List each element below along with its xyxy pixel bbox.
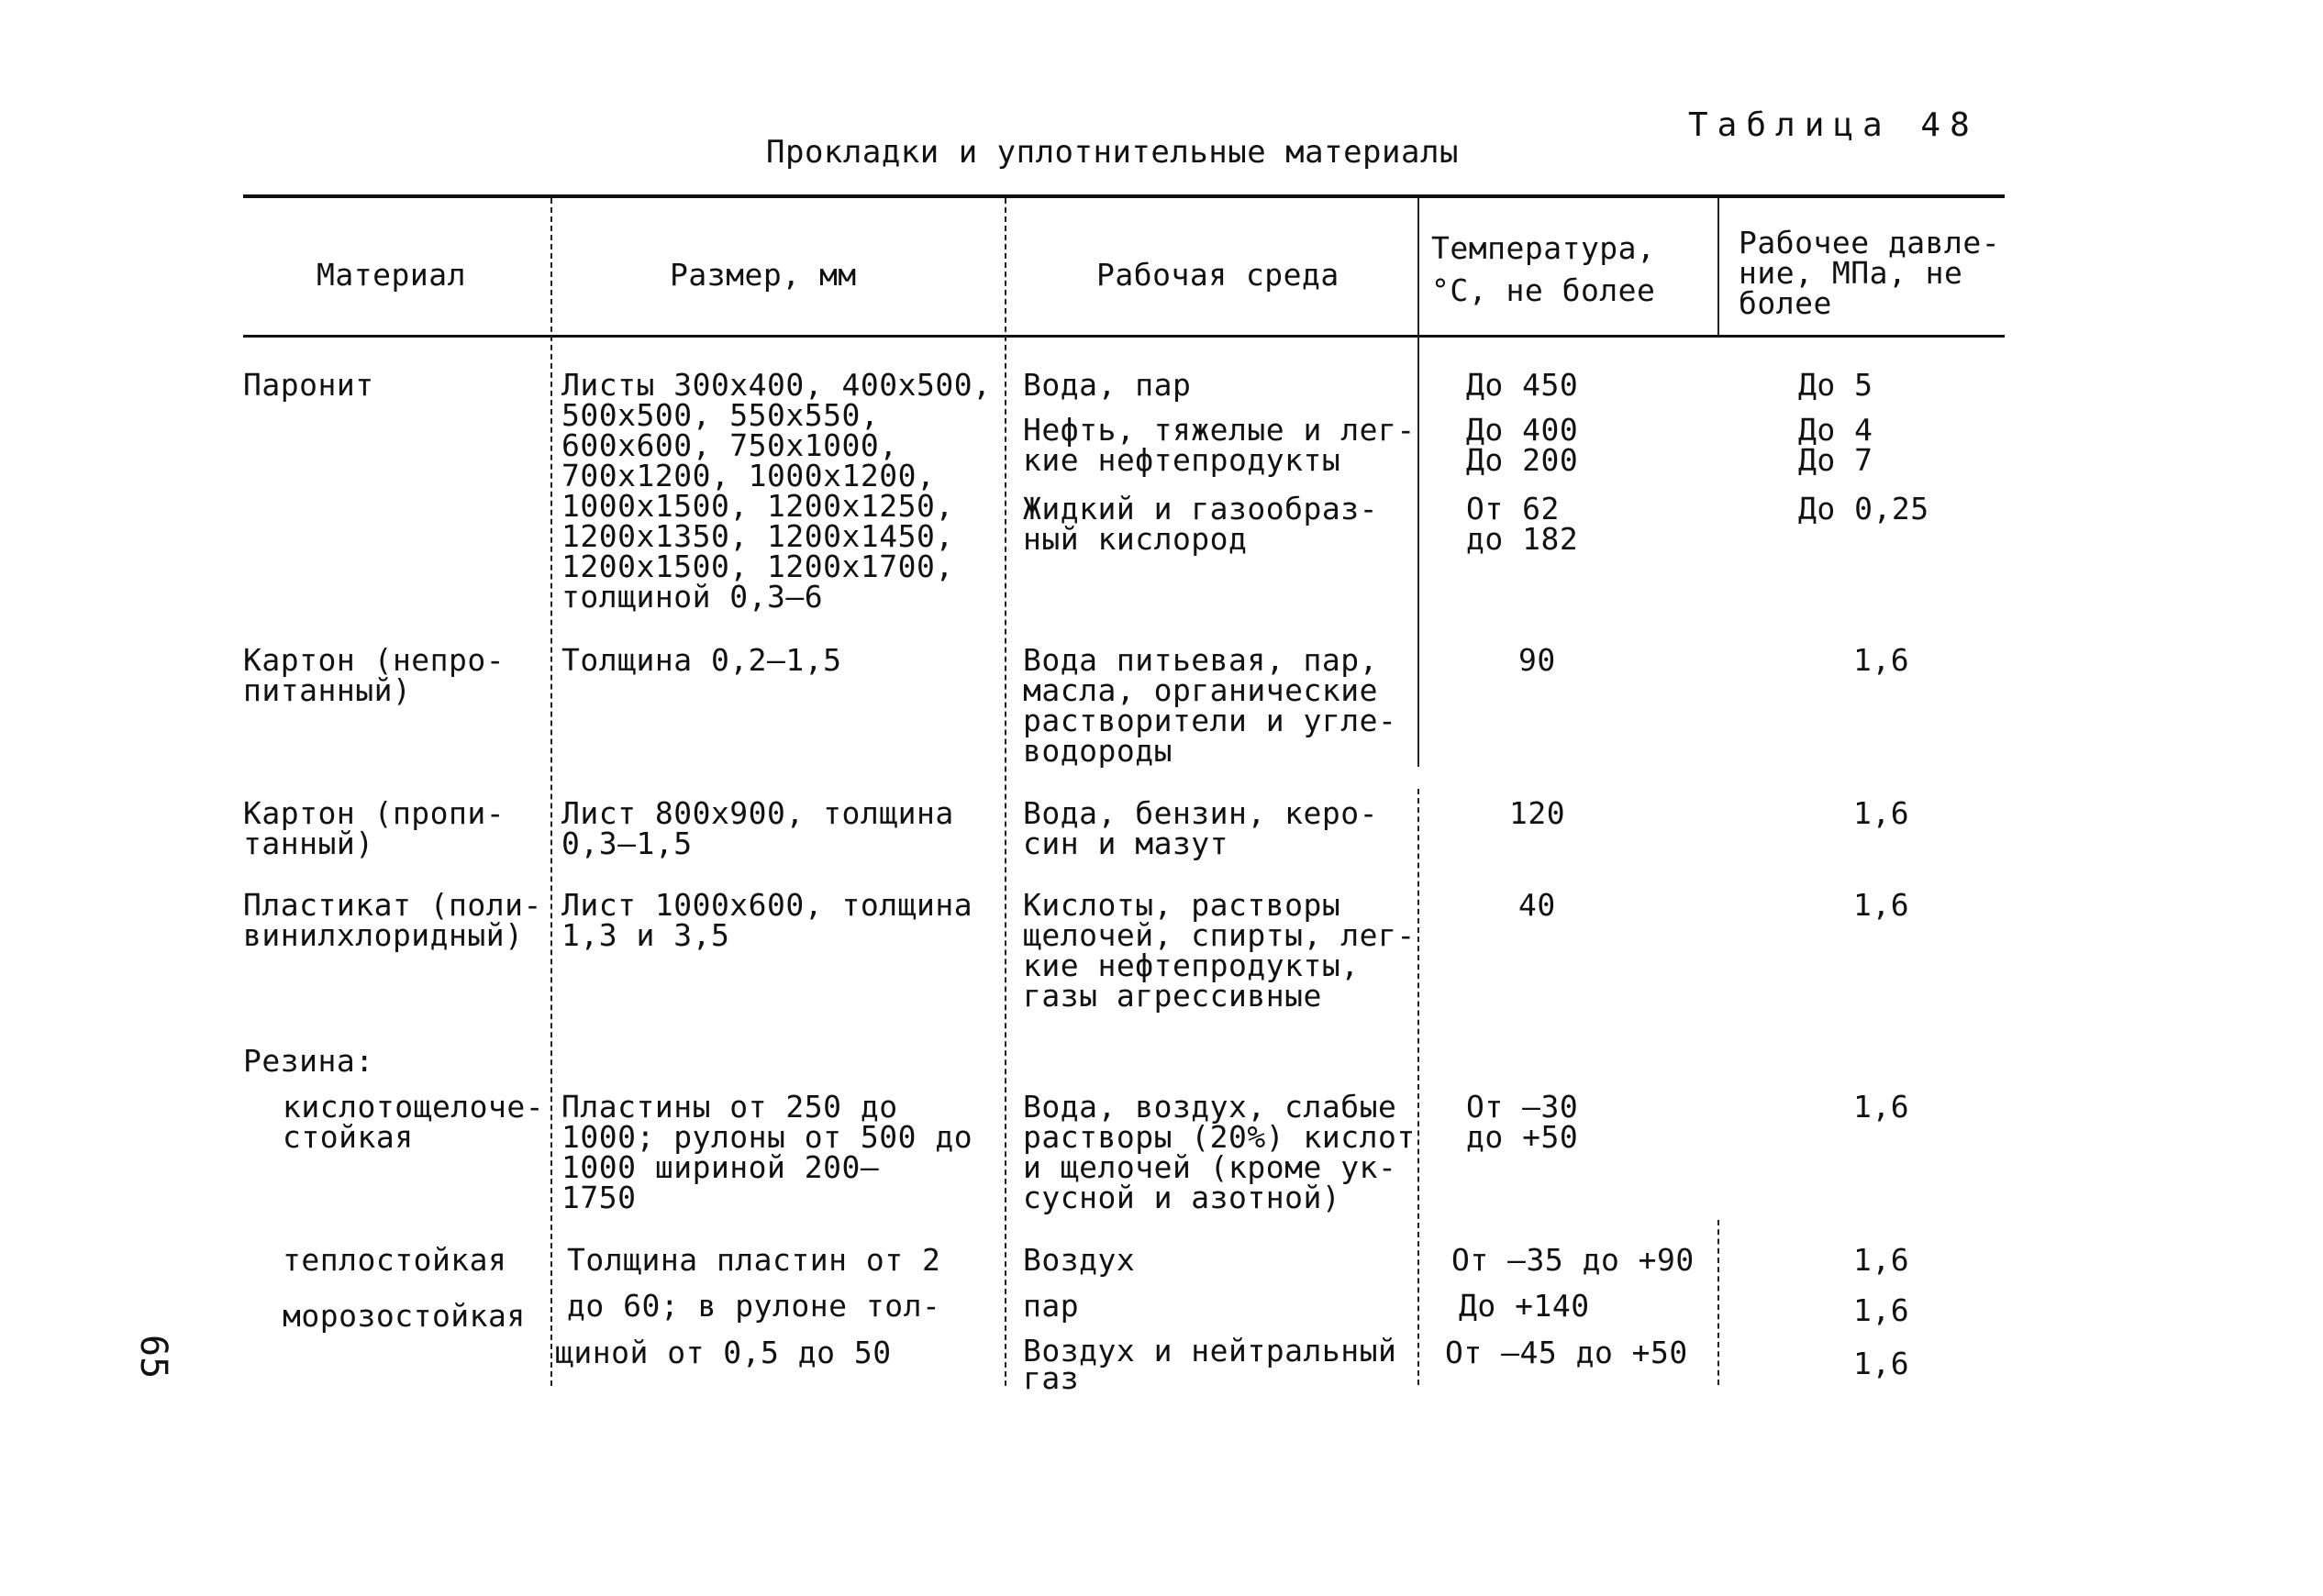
row-plastikat-pressure: 1,6 bbox=[1853, 887, 1910, 923]
row-morozostoik-temp: До +140 bbox=[1459, 1288, 1590, 1324]
row-plastikat-medium: Кислоты, растворы щелочей, спирты, лег- кие нефтепродукты, газы агрессивные bbox=[1023, 887, 1416, 1014]
table-title: Прокладки и уплотнительные материалы bbox=[766, 134, 1459, 171]
header-medium: Рабочая среда bbox=[1096, 257, 1339, 293]
header-size: Размер, мм bbox=[670, 257, 857, 293]
row-morozostoik-material: морозостойкая bbox=[283, 1298, 526, 1334]
row-kislotoschel-pressure: 1,6 bbox=[1853, 1089, 1910, 1125]
row-paronit-temp-2: До 400 До 200 bbox=[1466, 412, 1579, 478]
row-last-size: щиной от 0,5 до 50 bbox=[555, 1335, 892, 1370]
row-karton-propit-material: Картон (пропи- танный) bbox=[243, 795, 506, 861]
row-paronit-pressure-1: До 5 bbox=[1798, 367, 1873, 403]
row-paronit-pressure-2: До 4 До 7 bbox=[1798, 412, 1873, 478]
header-temperature: Температура, °С, не более bbox=[1431, 230, 1656, 308]
row-karton-nepropit-size: Толщина 0,2–1,5 bbox=[561, 642, 842, 678]
row-teplostoik-size: Толщина пластин от 2 bbox=[567, 1242, 941, 1278]
row-karton-nepropit-pressure: 1,6 bbox=[1853, 642, 1910, 678]
row-paronit-medium-3: Жидкий и газообраз- ный кислород bbox=[1023, 491, 1378, 557]
row-teplostoik-temp: От –35 до +90 bbox=[1451, 1242, 1695, 1278]
row-paronit-temp-1: До 450 bbox=[1466, 367, 1579, 403]
row-karton-propit-size: Лист 800х900, толщина 0,3–1,5 bbox=[561, 795, 954, 861]
row-kislotoschel-size: Пластины от 250 до 1000; рулоны от 500 до 1000 шириной 200– 1750 bbox=[561, 1089, 973, 1215]
row-paronit-material: Паронит bbox=[243, 367, 374, 403]
row-paronit-medium-1: Вода, пар bbox=[1023, 367, 1192, 403]
row-paronit-pressure-3: До 0,25 bbox=[1798, 491, 1929, 526]
row-last-temp: От –45 до +50 bbox=[1445, 1335, 1688, 1370]
row-karton-nepropit-material: Картон (непро- питанный) bbox=[243, 642, 506, 708]
row-karton-propit-pressure: 1,6 bbox=[1853, 795, 1910, 831]
column-divider bbox=[1717, 1220, 1719, 1385]
row-karton-propit-medium: Вода, бензин, керо- син и мазут bbox=[1023, 795, 1378, 861]
row-morozostoik-medium: пар bbox=[1023, 1288, 1080, 1324]
page-number: 65 bbox=[132, 1335, 174, 1380]
row-morozostoik-size: до 60; в рулоне тол- bbox=[567, 1288, 941, 1324]
row-plastikat-temp: 40 bbox=[1518, 887, 1556, 923]
row-karton-nepropit-temp: 90 bbox=[1518, 642, 1556, 678]
column-divider bbox=[1005, 198, 1006, 1386]
row-plastikat-size: Лист 1000х600, толщина 1,3 и 3,5 bbox=[561, 887, 973, 953]
row-morozostoik-pressure: 1,6 bbox=[1853, 1292, 1910, 1328]
column-divider bbox=[1717, 198, 1719, 336]
row-teplostoik-material: теплостойкая bbox=[283, 1242, 507, 1278]
row-karton-nepropit-medium: Вода питьевая, пар, масла, органические растворители и угле- водороды bbox=[1023, 642, 1397, 769]
column-divider bbox=[1417, 198, 1419, 767]
row-kislotoschel-medium: Вода, воздух, слабые растворы (20%) кислот и щелочей (кроме ук- сусной и азотной) bbox=[1023, 1089, 1416, 1215]
header-bottom-rule bbox=[243, 335, 2005, 338]
row-plastikat-material: Пластикат (поли- винилхлоридный) bbox=[243, 887, 542, 953]
row-kislotoschel-material: кислотощелоче- стойкая bbox=[283, 1089, 545, 1155]
column-divider bbox=[1417, 789, 1419, 1385]
row-teplostoik-pressure: 1,6 bbox=[1853, 1242, 1910, 1278]
table-top-rule bbox=[243, 194, 2005, 198]
row-teplostoik-medium: Воздух bbox=[1023, 1242, 1136, 1278]
row-karton-propit-temp: 120 bbox=[1509, 795, 1566, 831]
row-last-pressure: 1,6 bbox=[1853, 1346, 1910, 1381]
row-paronit-medium-2: Нефть, тяжелые и лег- кие нефтепродукты bbox=[1023, 412, 1416, 478]
group-label-rubber: Резина: bbox=[243, 1043, 374, 1079]
header-pressure: Рабочее давле- ние, МПа, не более bbox=[1739, 225, 2001, 321]
header-material: Материал bbox=[317, 257, 466, 293]
row-last-medium: Воздух и нейтральный газ bbox=[1023, 1333, 1397, 1396]
row-kislotoschel-temp: От –30 до +50 bbox=[1466, 1089, 1579, 1155]
column-divider bbox=[550, 198, 552, 1386]
table-label: Таблица 48 bbox=[1688, 106, 1979, 144]
row-paronit-temp-3: От 62 до 182 bbox=[1466, 491, 1579, 557]
row-paronit-size: Листы 300х400, 400х500, 500х500, 550х550, 600х600, 750х1000, 700х1200, 1000х1200, 1000х1500, 1200х1250, 1200х1350, 1200х1450, 1200х1500, 1200х1700, толщиной 0,3–6 bbox=[561, 367, 992, 615]
